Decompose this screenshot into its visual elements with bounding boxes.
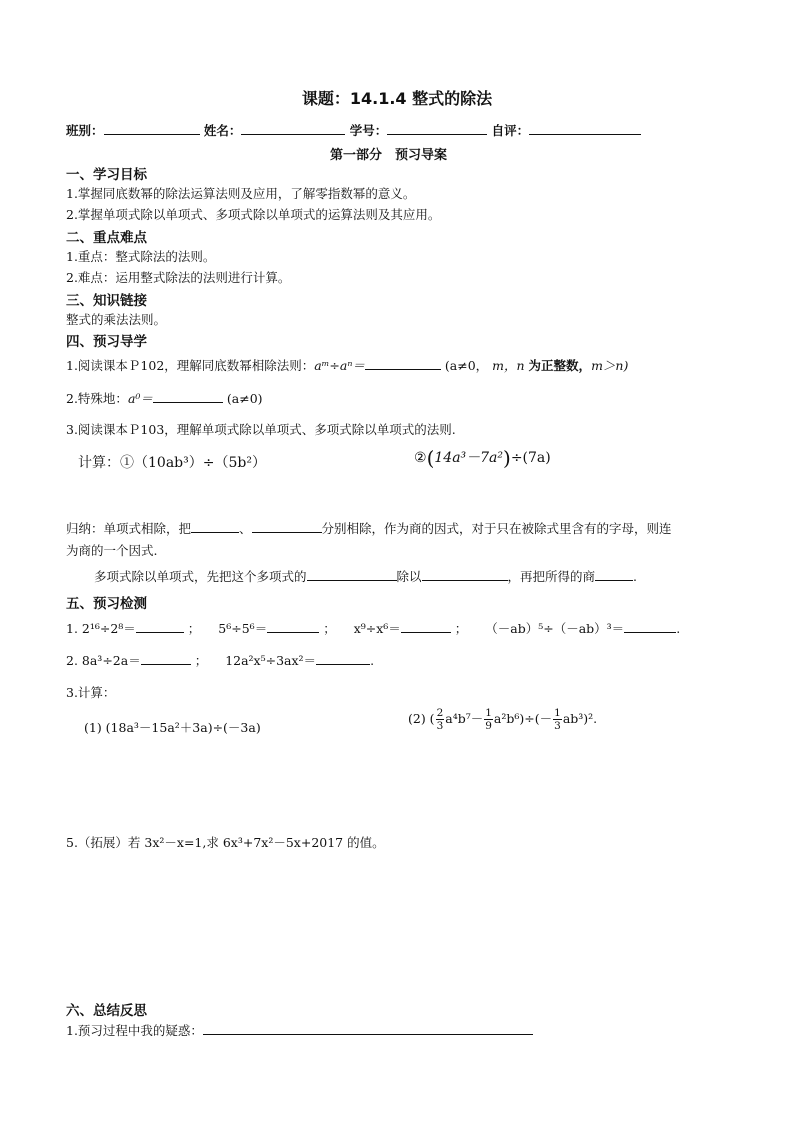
poly-rule-line	[94, 567, 637, 585]
preview-q1	[66, 356, 628, 374]
calc-expr-1: ①（10ab³）÷（5b²）	[120, 455, 266, 471]
check-sep: ；	[454, 621, 468, 636]
poly-text-d: .	[633, 569, 638, 584]
summary-text-c: 分别相除，作为商的因式，对于只在被除式里含有的字母，则连	[321, 521, 672, 536]
check-blank-1c[interactable]	[401, 620, 451, 633]
preview-q2-cond: (a≠0)	[226, 391, 263, 406]
extension-question: 5.（拓展）若 3x²－x=1,求 6x³+7x²－5x+2017 的值。	[66, 835, 385, 850]
goal-item: 1.掌握同底数幂的除法运算法则及应用，了解零指数幂的意义。	[66, 186, 416, 201]
check-blank-1b[interactable]	[267, 620, 319, 633]
poly-text-c: ，再把所得的商	[507, 569, 596, 584]
preview-calc-1	[78, 452, 266, 472]
student-info-row	[66, 121, 641, 139]
summary-text-b: 、	[239, 521, 252, 536]
check-1d: （－ab）⁵÷（－ab）³＝	[485, 621, 625, 636]
check-line-1	[66, 619, 680, 637]
self-eval-field[interactable]	[529, 122, 641, 135]
summary-line-1	[66, 519, 672, 537]
preview-q1-expr: aᵐ÷aⁿ＝	[314, 358, 365, 373]
class-label: 班别：	[66, 123, 104, 138]
section-heading-reflection: 六、总结反思	[66, 1003, 147, 1019]
id-field[interactable]	[387, 122, 487, 135]
preview-q1-answer[interactable]	[365, 357, 441, 370]
preview-q2-answer[interactable]	[153, 390, 223, 403]
fraction: $\frac{1}{9}$	[485, 707, 492, 732]
calc2-prefix: (2) (	[408, 711, 435, 726]
poly-text-b: 除以	[396, 569, 422, 584]
reflection-answer-field[interactable]	[203, 1022, 533, 1035]
summary-text-a: 归纳：单项式相除，把	[66, 521, 192, 536]
poly-text-a: 多项式除以单项式，先把这个多项式的	[94, 569, 307, 584]
poly-blank-1[interactable]	[307, 568, 397, 581]
section-heading-key-points: 二、重点难点	[66, 230, 147, 246]
reflection-q1-label: 1.预习过程中我的疑惑：	[66, 1023, 203, 1038]
part-title: 第一部分 预习导案	[330, 148, 448, 163]
check-1c: x⁹÷x⁶＝	[353, 621, 401, 636]
calc-2-tail: ÷(7a)	[510, 450, 551, 466]
preview-q3: 3.阅读课本Ｐ103，理解单项式除以单项式、多项式除以单项式的法则.	[66, 422, 456, 437]
calc2-tail: ab³)².	[562, 711, 598, 726]
reflection-q1	[66, 1021, 533, 1039]
section-heading-goals: 一、学习目标	[66, 167, 147, 183]
preview-q1-cond-c: 为正整数，	[528, 358, 592, 373]
preview-q1-cond-d: m＞n)	[591, 358, 629, 373]
check-sep: ；	[187, 621, 201, 636]
calc2-mid: a⁴b⁷－	[445, 711, 484, 726]
preview-q2	[66, 389, 263, 407]
section-heading-knowledge-link: 三、知识链接	[66, 293, 147, 309]
page-title: 课题：14.1.4 整式的除法	[301, 89, 493, 108]
section-heading-check: 五、预习检测	[66, 596, 147, 612]
check-q3-label: 3.计算：	[66, 685, 116, 700]
calc-label: 计算：	[78, 455, 120, 471]
check-blank-1a[interactable]	[136, 620, 184, 633]
summary-blank-1[interactable]	[191, 520, 239, 533]
check-blank-2b[interactable]	[316, 652, 370, 665]
key-point-item: 2.难点：运用整式除法的法则进行计算。	[66, 270, 291, 285]
preview-q2-expr: a⁰＝	[127, 391, 153, 406]
knowledge-link-text: 整式的乘法法则。	[66, 312, 167, 327]
id-label: 学号：	[349, 123, 388, 138]
section-heading-preview: 四、预习导学	[66, 334, 147, 350]
name-label: 姓名：	[203, 123, 242, 138]
check-line-2	[66, 651, 374, 669]
class-field[interactable]	[104, 122, 200, 135]
calc-2-mark: ②	[414, 450, 427, 466]
check-blank-1d[interactable]	[624, 620, 676, 633]
self-eval-label: 自评：	[491, 123, 530, 138]
summary-blank-2[interactable]	[252, 520, 322, 533]
check-2b: 12a²x⁵÷3ax²＝	[225, 653, 317, 668]
check-sep: ；	[194, 653, 208, 668]
check-2a: 2. 8a³÷2a＝	[66, 653, 141, 668]
goal-item: 2.掌握单项式除以单项式、多项式除以单项式的运算法则及其应用。	[66, 207, 441, 222]
check-1b: 5⁶÷5⁶＝	[218, 621, 268, 636]
check-blank-2a[interactable]	[141, 652, 191, 665]
check-sep: ；	[323, 621, 336, 636]
check-calc-2	[408, 707, 597, 732]
fraction: $\frac{1}{3}$	[554, 707, 561, 732]
preview-q1-cond-a: (a≠0，	[444, 358, 489, 373]
name-field[interactable]	[241, 122, 345, 135]
check-end: .	[370, 653, 375, 668]
preview-calc-2: ②(14a³－7a²)÷(7a)	[414, 446, 551, 470]
check-1a: 1. 2¹⁶÷2⁸＝	[66, 621, 136, 636]
check-calc-1: (1) (18a³－15a²＋3a)÷(－3a)	[84, 720, 261, 735]
calc-2-inner: 14a³－7a²	[434, 450, 504, 466]
poly-blank-2[interactable]	[422, 568, 508, 581]
preview-q1-cond-b: m，n	[492, 358, 525, 373]
summary-line-2: 为商的一个因式.	[66, 543, 158, 558]
key-point-item: 1.重点：整式除法的法则。	[66, 249, 216, 264]
check-end: .	[676, 621, 681, 636]
poly-blank-3[interactable]	[595, 568, 633, 581]
calc2-mid2: a²b⁶)÷(－	[493, 711, 553, 726]
preview-q2-prefix: 2.特殊地：	[66, 391, 128, 406]
preview-q1-prefix: 1.阅读课本Ｐ102，理解同底数幂相除法则：	[66, 358, 315, 373]
fraction: $\frac{2}{3}$	[436, 707, 444, 732]
